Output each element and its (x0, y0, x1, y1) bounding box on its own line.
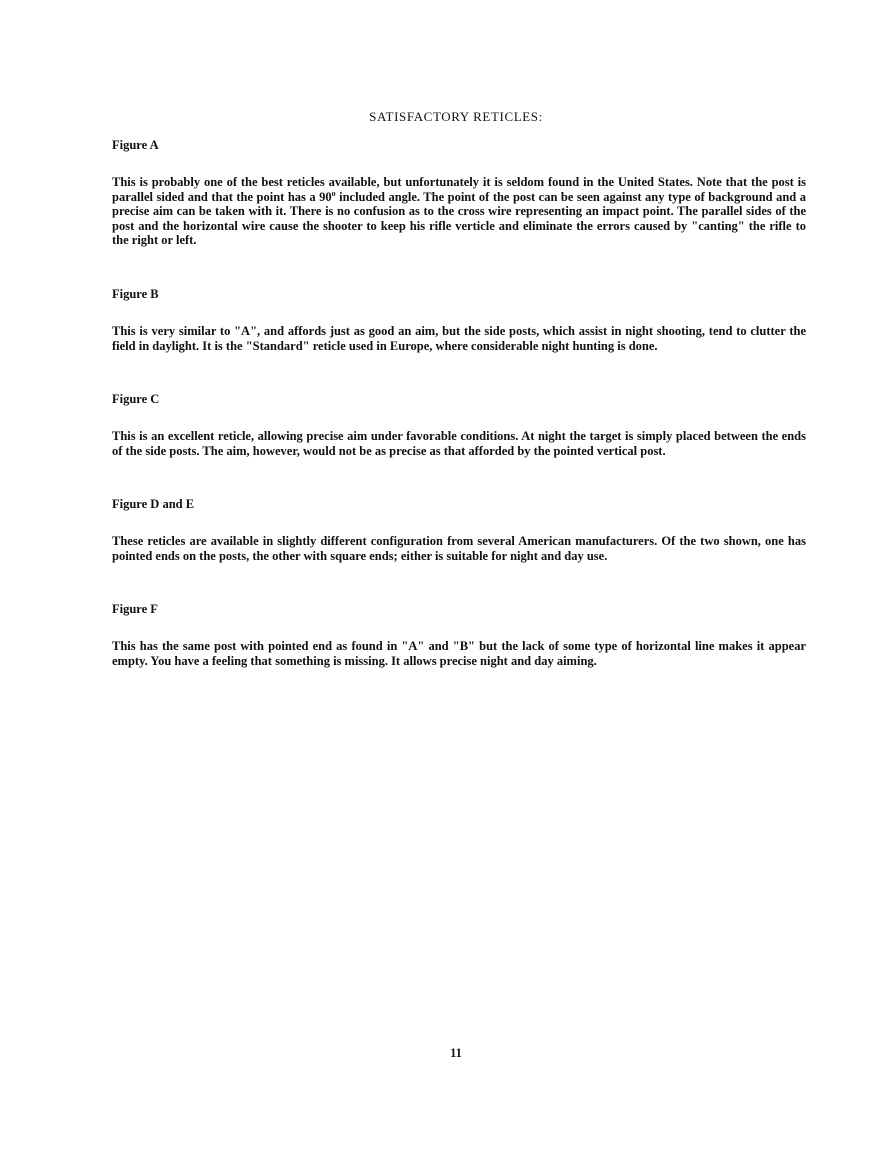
section-figure-f (112, 602, 806, 668)
paragraph-text: included angle. The point of the post can be seen against any type of background and a precise aim can be taken with it. There is no confusion as to the cross wire representing an impact point. The parallel sides of the post and the horizontal wire cause the shooter to keep his rifle verticle and eliminate the errors caused by "canting" the rifle to the right or left. (112, 189, 807, 247)
page-title: SATISFACTORY RETICLES: (369, 109, 543, 124)
degree-superscript: o (331, 188, 336, 198)
paragraph-text: This is probably one of the best reticles available, but unfortunately it is seldom found in the United States. Note that the post is parallel sided and that the point has a 90 (112, 175, 806, 204)
page-number: 11 (450, 1046, 462, 1060)
section-figure-d-e (112, 497, 806, 563)
section-heading: Figure F (112, 602, 158, 616)
section-figure-b (112, 287, 806, 353)
section-heading: Figure A (112, 138, 159, 152)
section-figure-a (112, 138, 806, 248)
section-heading: Figure C (112, 392, 160, 406)
section-paragraph: This is very similar to "A", and affords just as good an aim, but the side posts, which assist in night shooting, tend to clutter the field in daylight. It is the "Standard" reticle used in Europe, where considerable night hunting is done. (112, 324, 806, 353)
section-paragraph: This has the same post with pointed end as found in "A" and "B" but the lack of some type of horizontal line makes it appear empty. You have a feeling that something is missing. It allows precise night and day aiming. (112, 639, 806, 668)
section-heading: Figure B (112, 287, 159, 301)
section-paragraph: This is an excellent reticle, allowing precise aim under favorable conditions. At night the target is simply placed between the ends of the side posts. The aim, however, would not be as precise as that afforded by the pointed vertical post. (112, 429, 806, 458)
section-paragraph: These reticles are available in slightly different configuration from several American manufacturers. Of the two shown, one has pointed ends on the posts, the other with square ends; either is suitable for night and day use. (112, 534, 806, 563)
section-figure-c (112, 392, 806, 458)
section-paragraph (112, 175, 806, 248)
section-heading: Figure D and E (112, 497, 195, 511)
